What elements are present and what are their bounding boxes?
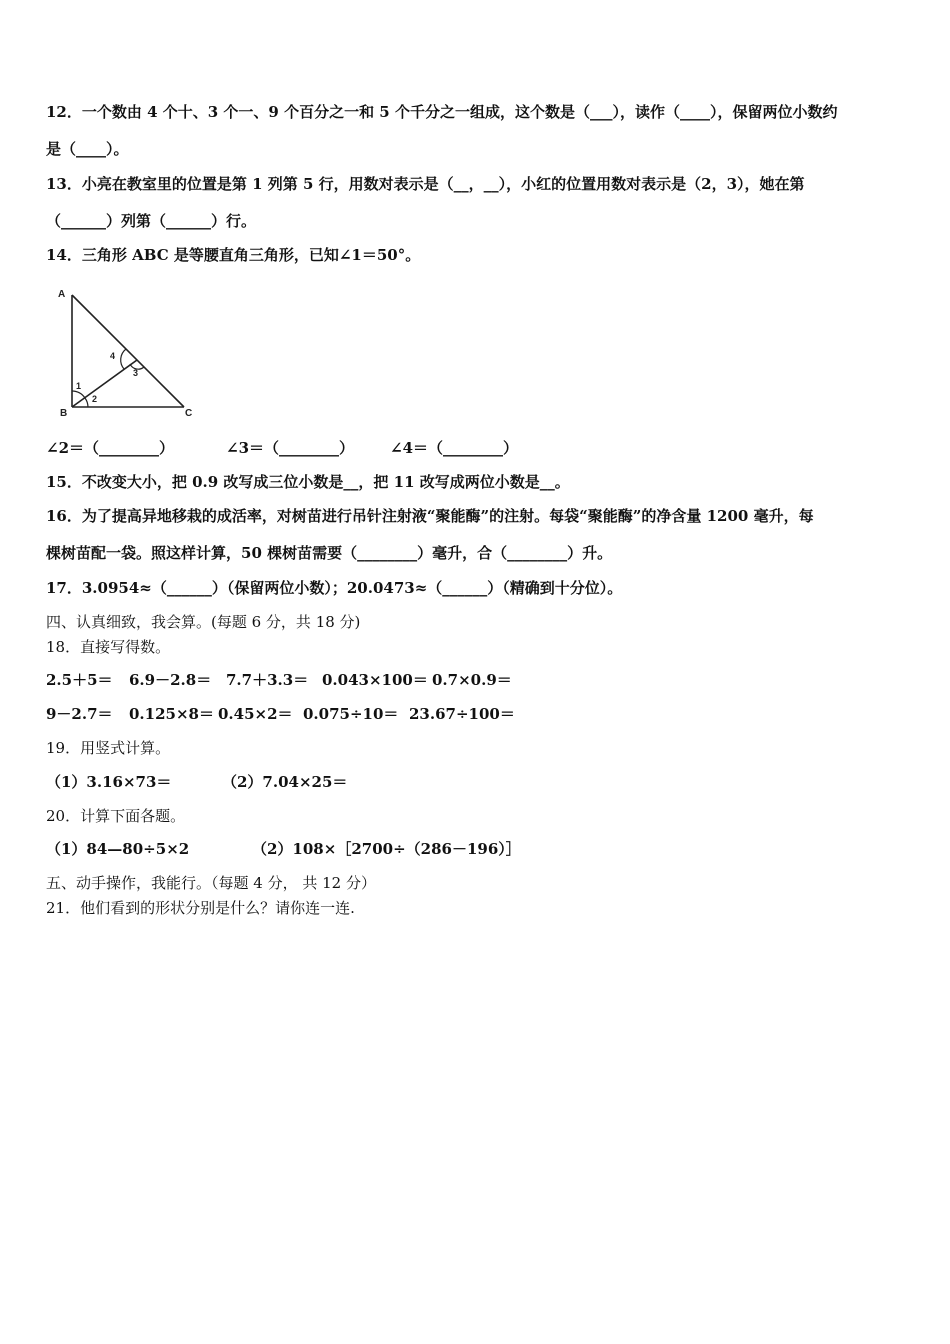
q20-item2: （2）108×［2700÷（286－196）］ (252, 840, 521, 858)
q19-item2: （2）7.04×25＝ (222, 773, 348, 791)
q18-r1-c2: 6.9－2.8＝ (129, 671, 212, 689)
angle-1-arc (72, 391, 85, 398)
q19-title: 19．用竖式计算。 (46, 739, 171, 757)
q18-r1-c4: 0.043×100＝ (322, 671, 428, 689)
section5-title: 五、动手操作，我能行。（每题 4 分， 共 12 分） (46, 874, 376, 892)
q14-text: 14．三角形 ABC 是等腰直角三角形，已知∠1＝50°。 (46, 246, 421, 264)
side-ac (72, 295, 184, 407)
q17-text: 17．3.0954≈（______）（保留两位小数）；20.0473≈（______）（精确到十分位）。 (46, 579, 623, 597)
triangle-abc-figure (52, 285, 202, 420)
q19-item1: （1）3.16×73＝ (46, 773, 172, 791)
q18-r2-c3: 0.45×2＝ (218, 705, 293, 723)
q18-r2-c5: 23.67÷100＝ (409, 705, 515, 723)
q20-item1: （1）84—80÷5×2 (46, 840, 190, 858)
label-a: A (58, 289, 66, 300)
q18-r1-c3: 7.7＋3.3＝ (226, 671, 309, 689)
segment-bd (72, 360, 137, 407)
q18-r1-c5: 0.7×0.9＝ (432, 671, 512, 689)
label-angle-4: 4 (110, 351, 116, 361)
q13-line2: （______）列第（______）行。 (46, 212, 257, 230)
q18-r2-c1: 9－2.7＝ (46, 705, 113, 723)
q12-line2: 是（____）。 (46, 140, 129, 158)
q15-text: 15．不改变大小，把 0.9 改写成三位小数是__，把 11 改写成两位小数是__。 (46, 473, 570, 491)
q18-r2-c2: 0.125×8＝ (129, 705, 214, 723)
q14-answer-angle3: ∠3＝（________） (226, 439, 355, 457)
q12-line1: 12．一个数由 4 个十、3 个一、9 个百分之一和 5 个千分之一组成，这个数是（___），读作（____），保留两位小数约 (46, 103, 838, 121)
q20-title: 20．计算下面各题。 (46, 807, 186, 825)
q16-line1: 16．为了提高异地移栽的成活率，对树苗进行吊针注射液“聚能酶”的注射。每袋“聚能酶”的净含量 1200 毫升，每 (46, 507, 814, 525)
label-c: C (185, 408, 193, 419)
label-angle-2: 2 (92, 394, 98, 404)
label-angle-1: 1 (76, 381, 82, 391)
q14-answer-angle2: ∠2＝（________） (46, 439, 175, 457)
label-b: B (60, 408, 68, 419)
q21-text: 21．他们看到的形状分别是什么？请你连一连. (46, 899, 355, 917)
q18-r2-c4: 0.075÷10＝ (303, 705, 399, 723)
angle-4-arc (121, 349, 126, 369)
q13-line1: 13．小亮在教室里的位置是第 1 列第 5 行，用数对表示是（__，__），小红的位置用数对表示是（2，3），她在第 (46, 175, 805, 193)
q14-answer-angle4: ∠4＝（________） (390, 439, 519, 457)
q18-title: 18．直接写得数。 (46, 638, 171, 656)
label-angle-3: 3 (133, 368, 139, 378)
q18-r1-c1: 2.5＋5＝ (46, 671, 113, 689)
angle-2-arc (85, 398, 88, 407)
section4-title: 四、认真细致，我会算。(每题 6 分，共 18 分) (46, 613, 361, 631)
q16-line2: 棵树苗配一袋。照这样计算，50 棵树苗需要（________）毫升，合（________）升。 (46, 544, 613, 562)
